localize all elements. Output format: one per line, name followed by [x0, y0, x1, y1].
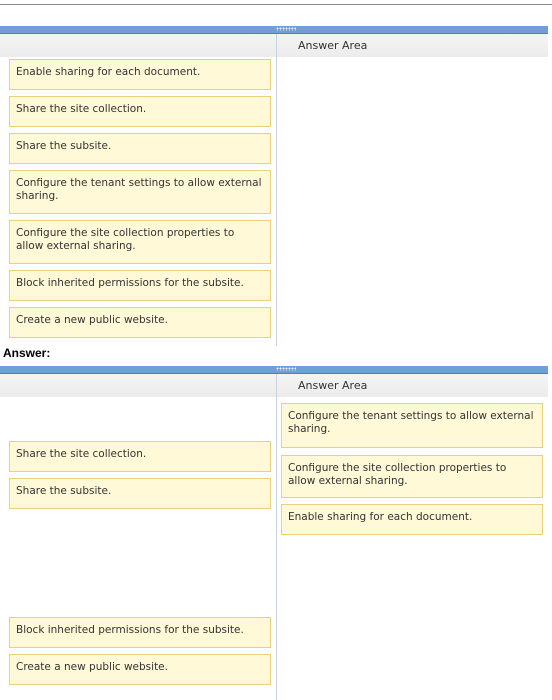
option-item[interactable]: Share the subsite.	[9, 478, 271, 509]
panel-title-bar	[0, 366, 548, 374]
panel-title-bar	[0, 26, 548, 34]
answer-area-header: Answer Area	[277, 374, 548, 397]
answer-panel	[0, 366, 548, 700]
option-item[interactable]: Create a new public website.	[9, 654, 271, 685]
option-item[interactable]: Configure the tenant settings to allow external sharing.	[9, 170, 271, 214]
top-divider	[0, 4, 552, 5]
options-column-header	[0, 374, 276, 397]
option-item[interactable]: Create a new public website.	[9, 307, 271, 338]
option-item[interactable]: Share the site collection.	[9, 441, 271, 472]
question-panel	[0, 26, 548, 346]
resize-grip-icon[interactable]	[276, 367, 296, 371]
answer-caption: Answer:	[3, 346, 51, 360]
options-column-header	[0, 34, 276, 57]
option-item[interactable]: Enable sharing for each document.	[9, 59, 271, 90]
option-item[interactable]: Block inherited permissions for the subsite.	[9, 617, 271, 648]
answer-item[interactable]: Configure the tenant settings to allow external sharing.	[281, 403, 543, 448]
options-column	[0, 374, 276, 700]
answer-area[interactable]	[277, 34, 548, 346]
options-column	[0, 34, 276, 346]
resize-grip-icon[interactable]	[276, 27, 296, 31]
option-item[interactable]: Block inherited permissions for the subsite.	[9, 270, 271, 301]
option-item[interactable]: Share the subsite.	[9, 133, 271, 164]
answer-item[interactable]: Configure the site collection properties to allow external sharing.	[281, 455, 543, 498]
option-item[interactable]: Configure the site collection properties to allow external sharing.	[9, 220, 271, 264]
answer-area-header: Answer Area	[277, 34, 548, 57]
answer-item[interactable]: Enable sharing for each document.	[281, 504, 543, 535]
answer-area[interactable]	[277, 374, 548, 700]
option-item[interactable]: Share the site collection.	[9, 96, 271, 127]
